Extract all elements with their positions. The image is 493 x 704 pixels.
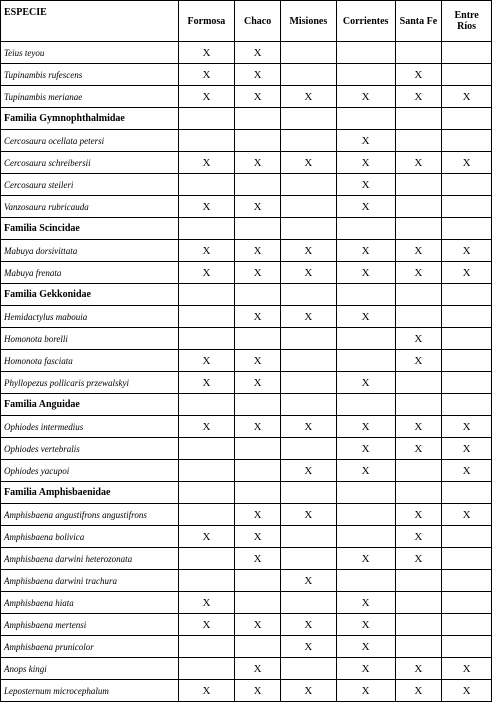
presence-cell: X <box>235 86 281 108</box>
presence-cell <box>442 636 492 658</box>
presence-cell <box>178 504 235 526</box>
header-species: ESPECIE <box>1 1 179 42</box>
presence-cell <box>235 218 281 240</box>
presence-cell: X <box>336 240 395 262</box>
presence-cell: X <box>235 680 281 702</box>
table-row <box>1 152 492 174</box>
presence-cell: X <box>280 614 336 636</box>
presence-cell: X <box>336 592 395 614</box>
family-row <box>1 284 492 306</box>
header-province: Corrientes <box>336 1 395 42</box>
presence-cell: X <box>235 152 281 174</box>
presence-cell: X <box>178 592 235 614</box>
presence-cell <box>280 108 336 130</box>
presence-cell <box>336 482 395 504</box>
presence-cell <box>442 350 492 372</box>
presence-cell: X <box>178 64 235 86</box>
presence-cell: X <box>336 636 395 658</box>
presence-cell <box>280 394 336 416</box>
table-row <box>1 174 492 196</box>
presence-cell: X <box>336 614 395 636</box>
presence-cell <box>395 218 442 240</box>
species-name: Homonota fasciata <box>1 350 179 372</box>
presence-cell <box>178 218 235 240</box>
family-name: Familia Amphisbaenidae <box>1 482 179 504</box>
presence-cell <box>395 174 442 196</box>
species-name: Amphisbaena darwini heterozonata <box>1 548 179 570</box>
table-row <box>1 570 492 592</box>
presence-cell <box>442 548 492 570</box>
header-province: Santa Fe <box>395 1 442 42</box>
presence-cell <box>442 284 492 306</box>
presence-cell: X <box>178 350 235 372</box>
species-name: Anops kingi <box>1 658 179 680</box>
presence-cell: X <box>336 372 395 394</box>
presence-cell <box>336 64 395 86</box>
presence-cell: X <box>395 350 442 372</box>
presence-cell <box>235 482 281 504</box>
species-name: Tupinambis rufescens <box>1 64 179 86</box>
presence-cell <box>235 460 281 482</box>
presence-cell <box>235 394 281 416</box>
presence-cell: X <box>235 350 281 372</box>
presence-cell <box>235 284 281 306</box>
presence-cell <box>178 548 235 570</box>
species-name: Hemidactylus mabouia <box>1 306 179 328</box>
presence-cell <box>280 64 336 86</box>
presence-cell: X <box>336 262 395 284</box>
presence-cell <box>178 328 235 350</box>
table-row <box>1 350 492 372</box>
presence-cell: X <box>280 86 336 108</box>
table-row <box>1 42 492 64</box>
presence-cell <box>442 306 492 328</box>
table-row <box>1 526 492 548</box>
presence-cell <box>336 570 395 592</box>
table-row <box>1 614 492 636</box>
presence-cell <box>280 482 336 504</box>
presence-cell <box>442 42 492 64</box>
family-row <box>1 482 492 504</box>
table-row <box>1 680 492 702</box>
species-name: Vanzosaura rubricauda <box>1 196 179 218</box>
presence-cell: X <box>442 86 492 108</box>
presence-cell: X <box>235 614 281 636</box>
header-province: Misiones <box>280 1 336 42</box>
presence-cell <box>280 592 336 614</box>
presence-cell: X <box>395 680 442 702</box>
presence-cell: X <box>235 548 281 570</box>
species-name: Homonota borelli <box>1 328 179 350</box>
presence-cell: X <box>178 262 235 284</box>
presence-cell <box>442 174 492 196</box>
presence-cell: X <box>442 416 492 438</box>
presence-cell <box>178 460 235 482</box>
presence-cell <box>395 130 442 152</box>
presence-cell <box>336 218 395 240</box>
presence-cell: X <box>235 42 281 64</box>
presence-cell: X <box>442 460 492 482</box>
presence-cell <box>235 174 281 196</box>
presence-cell: X <box>178 196 235 218</box>
presence-cell <box>442 108 492 130</box>
presence-cell: X <box>442 262 492 284</box>
presence-cell <box>235 130 281 152</box>
presence-cell: X <box>280 504 336 526</box>
presence-cell: X <box>280 152 336 174</box>
presence-cell: X <box>235 658 281 680</box>
presence-cell <box>178 636 235 658</box>
presence-cell: X <box>395 504 442 526</box>
species-name: Ophiodes yacupoi <box>1 460 179 482</box>
presence-cell <box>178 438 235 460</box>
presence-cell <box>442 130 492 152</box>
table-row <box>1 196 492 218</box>
presence-cell: X <box>336 306 395 328</box>
presence-cell: X <box>336 174 395 196</box>
presence-cell <box>336 108 395 130</box>
presence-cell: X <box>280 416 336 438</box>
presence-cell <box>280 328 336 350</box>
presence-cell: X <box>235 526 281 548</box>
table-body <box>1 42 492 702</box>
presence-cell: X <box>178 614 235 636</box>
presence-cell: X <box>395 64 442 86</box>
presence-cell: X <box>442 680 492 702</box>
presence-cell <box>280 372 336 394</box>
presence-cell: X <box>395 262 442 284</box>
presence-cell: X <box>280 636 336 658</box>
presence-cell <box>235 570 281 592</box>
presence-cell: X <box>336 130 395 152</box>
presence-cell: X <box>395 438 442 460</box>
family-row <box>1 394 492 416</box>
presence-cell: X <box>178 152 235 174</box>
presence-cell: X <box>336 658 395 680</box>
presence-cell <box>395 284 442 306</box>
table-row <box>1 64 492 86</box>
presence-cell: X <box>178 372 235 394</box>
presence-cell <box>178 482 235 504</box>
species-name: Cercosaura steileri <box>1 174 179 196</box>
presence-cell <box>235 438 281 460</box>
table-row <box>1 548 492 570</box>
header-province: Entre Ríos <box>442 1 492 42</box>
presence-cell <box>336 504 395 526</box>
presence-cell: X <box>442 504 492 526</box>
presence-cell <box>442 328 492 350</box>
presence-cell: X <box>235 504 281 526</box>
table-row <box>1 504 492 526</box>
presence-cell <box>336 284 395 306</box>
header-province: Chaco <box>235 1 281 42</box>
presence-cell <box>395 306 442 328</box>
presence-cell <box>235 636 281 658</box>
presence-cell <box>280 218 336 240</box>
presence-cell <box>336 42 395 64</box>
species-name: Mabuya frenata <box>1 262 179 284</box>
presence-cell <box>395 372 442 394</box>
presence-cell <box>178 130 235 152</box>
presence-cell: X <box>280 680 336 702</box>
table-row <box>1 372 492 394</box>
presence-cell: X <box>395 240 442 262</box>
presence-cell: X <box>336 680 395 702</box>
presence-cell <box>235 328 281 350</box>
presence-cell: X <box>280 306 336 328</box>
presence-cell: X <box>442 152 492 174</box>
presence-cell <box>442 394 492 416</box>
presence-cell: X <box>178 680 235 702</box>
presence-cell <box>336 328 395 350</box>
presence-cell <box>178 570 235 592</box>
presence-cell <box>442 196 492 218</box>
presence-cell: X <box>395 658 442 680</box>
family-name: Familia Anguidae <box>1 394 179 416</box>
presence-cell <box>442 482 492 504</box>
presence-cell: X <box>336 86 395 108</box>
presence-cell <box>395 482 442 504</box>
species-name: Phyllopezus pollicaris przewalskyi <box>1 372 179 394</box>
presence-cell <box>178 284 235 306</box>
presence-cell: X <box>336 416 395 438</box>
presence-cell <box>442 218 492 240</box>
species-name: Amphisbaena darwini trachura <box>1 570 179 592</box>
presence-cell: X <box>336 438 395 460</box>
table-row <box>1 460 492 482</box>
presence-cell <box>280 548 336 570</box>
table-row <box>1 262 492 284</box>
presence-cell <box>235 592 281 614</box>
table-row <box>1 592 492 614</box>
presence-cell: X <box>235 240 281 262</box>
species-name: Cercosaura ocellata petersi <box>1 130 179 152</box>
presence-cell <box>442 372 492 394</box>
presence-cell: X <box>442 438 492 460</box>
presence-cell: X <box>235 262 281 284</box>
presence-cell: X <box>235 306 281 328</box>
family-name: Familia Scincidae <box>1 218 179 240</box>
table-row <box>1 416 492 438</box>
presence-cell: X <box>336 196 395 218</box>
species-name: Amphisbaena angustifrons angustifrons <box>1 504 179 526</box>
presence-cell <box>280 284 336 306</box>
presence-cell <box>336 350 395 372</box>
presence-cell <box>178 658 235 680</box>
family-name: Familia Gekkonidae <box>1 284 179 306</box>
presence-cell: X <box>336 548 395 570</box>
presence-cell <box>336 526 395 548</box>
presence-cell: X <box>395 328 442 350</box>
presence-cell: X <box>235 416 281 438</box>
species-name: Mabuya dorsivittata <box>1 240 179 262</box>
table-row <box>1 658 492 680</box>
presence-cell <box>442 570 492 592</box>
species-name: Tupinambis merianae <box>1 86 179 108</box>
species-name: Teius teyou <box>1 42 179 64</box>
presence-cell <box>442 526 492 548</box>
presence-cell: X <box>178 240 235 262</box>
presence-cell <box>280 350 336 372</box>
presence-cell <box>280 174 336 196</box>
species-name: Amphisbaena mertensi <box>1 614 179 636</box>
presence-cell: X <box>178 526 235 548</box>
presence-cell <box>280 438 336 460</box>
presence-cell: X <box>280 460 336 482</box>
presence-cell <box>442 614 492 636</box>
presence-cell: X <box>178 42 235 64</box>
table-row <box>1 86 492 108</box>
species-name: Ophiodes intermedius <box>1 416 179 438</box>
table-row <box>1 306 492 328</box>
presence-cell <box>395 570 442 592</box>
species-name: Leposternum microcephalum <box>1 680 179 702</box>
presence-cell: X <box>395 526 442 548</box>
presence-cell <box>395 614 442 636</box>
presence-cell <box>395 42 442 64</box>
presence-cell: X <box>336 152 395 174</box>
table-row <box>1 328 492 350</box>
family-row <box>1 218 492 240</box>
presence-cell: X <box>395 86 442 108</box>
presence-cell <box>178 174 235 196</box>
presence-cell: X <box>235 196 281 218</box>
presence-cell <box>395 460 442 482</box>
presence-cell <box>178 394 235 416</box>
header-province: Formosa <box>178 1 235 42</box>
presence-cell: X <box>235 372 281 394</box>
presence-cell: X <box>280 570 336 592</box>
presence-cell <box>442 64 492 86</box>
presence-cell <box>235 108 281 130</box>
presence-cell: X <box>280 262 336 284</box>
presence-cell: X <box>178 86 235 108</box>
presence-cell <box>178 108 235 130</box>
table-row <box>1 636 492 658</box>
presence-cell: X <box>395 416 442 438</box>
species-name: Cercosaura schreibersii <box>1 152 179 174</box>
species-name: Amphisbaena prunicolor <box>1 636 179 658</box>
species-name: Amphisbaena bolivica <box>1 526 179 548</box>
presence-cell: X <box>235 64 281 86</box>
presence-cell: X <box>442 240 492 262</box>
presence-cell <box>442 592 492 614</box>
presence-cell <box>395 196 442 218</box>
presence-cell: X <box>178 416 235 438</box>
presence-cell <box>336 394 395 416</box>
presence-cell <box>395 394 442 416</box>
presence-cell: X <box>336 460 395 482</box>
presence-cell <box>280 42 336 64</box>
family-name: Familia Gymnophthalmidae <box>1 108 179 130</box>
species-name: Ophiodes vertebralis <box>1 438 179 460</box>
presence-cell: X <box>442 658 492 680</box>
presence-cell <box>280 526 336 548</box>
presence-cell: X <box>395 152 442 174</box>
species-name: Amphisbaena hiata <box>1 592 179 614</box>
presence-cell <box>395 108 442 130</box>
header-row <box>1 1 492 42</box>
table-row <box>1 438 492 460</box>
presence-cell <box>178 306 235 328</box>
presence-cell: X <box>395 548 442 570</box>
presence-cell <box>280 130 336 152</box>
presence-cell: X <box>280 240 336 262</box>
presence-cell <box>395 592 442 614</box>
table-row <box>1 240 492 262</box>
table-row <box>1 130 492 152</box>
family-row <box>1 108 492 130</box>
presence-cell <box>280 196 336 218</box>
presence-cell <box>280 658 336 680</box>
presence-cell <box>395 636 442 658</box>
